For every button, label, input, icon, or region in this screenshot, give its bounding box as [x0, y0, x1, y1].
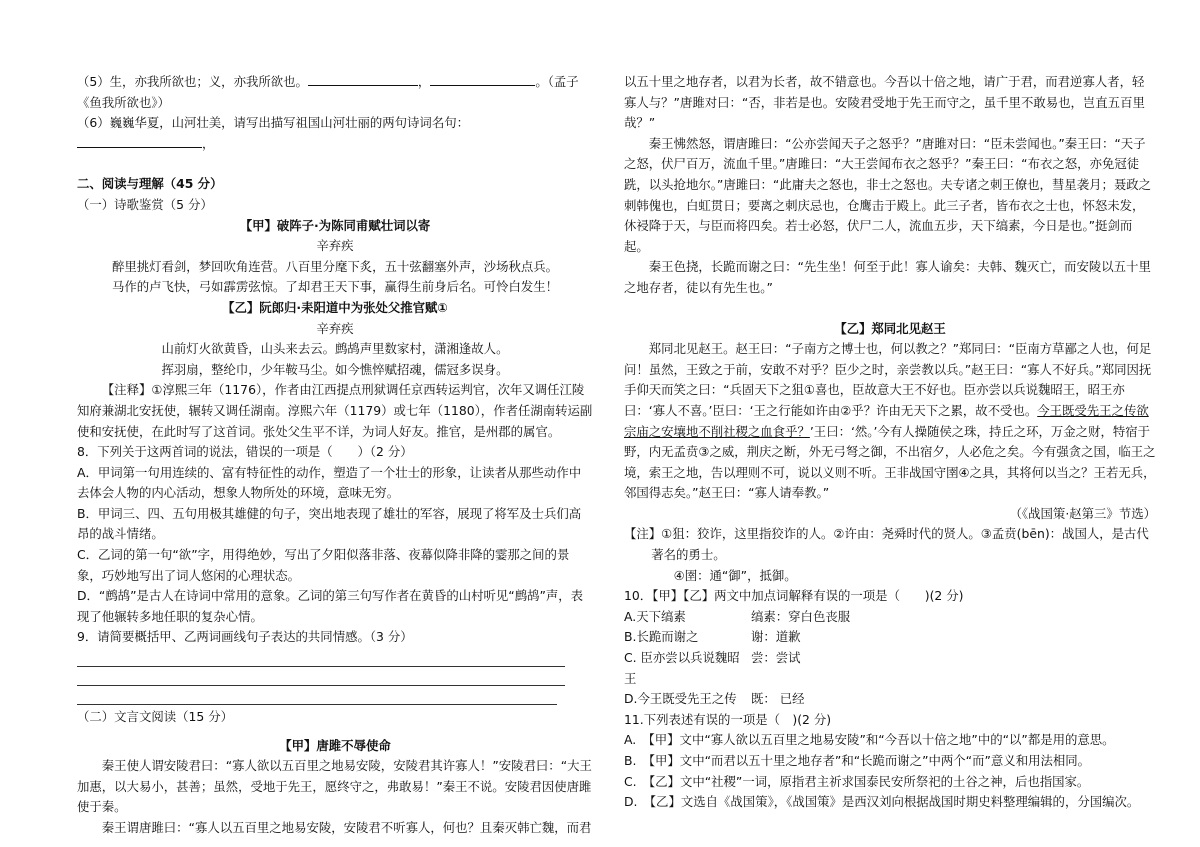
- q10-option-b[interactable]: [624, 627, 1156, 648]
- poem-b-line-2: 挥羽扇，整纶巾，少年鞍马尘。如今憔悴赋招魂，儒冠多误身。: [161, 361, 509, 377]
- text-b-part-1: 郑同北见赵王。赵王曰：“子南方之博士也，何以教之？”郑同曰：“臣南方草鄙之人也，何足问！虽然，王致之于前，安敢不对乎？臣少之时，亲尝教以兵。”赵王曰：“寡人不好兵。”郑同因抚手仰天而笑之曰：“兵固天下之狙①喜也，臣故意大王不好也。臣亦尝以兵说魏昭王，昭王亦曰：‘寡人不喜。’臣曰：‘王之行能如许由②乎？许由无天下之累，故不受也。: [624, 341, 1152, 418]
- text-a-para-4: 秦王色挠，长跪而谢之曰：“先生坐！何至于此！寡人谕矣：夫韩、魏灭亡，而安陵以五十里之地存者，徒以有先生也。”: [624, 259, 1151, 295]
- question-11: 11.下列表述有误的一项是（ )(2 分): [624, 711, 832, 727]
- text-b-underlined-sentence: 今王既受先王之传欲宗庙之安壤地不削社稷之血食乎？: [624, 402, 1149, 439]
- text-a-para-2: 秦王谓唐雎曰：“寡人以五百里之地易安陵，安陵君不听寡人，何也？且秦灭韩亡魏，而君: [101, 820, 592, 835]
- text-a-para-2-cont: 以五十里之地存者，以君为长者，故不错意也。今吾以十倍之地，请广于君，而君逆寡人者，轻寡人与？”唐雎对曰：“否，非若是也。安陵君受地于先王而守之，虽千里不敢易也，岂直五百里哉？”: [624, 74, 1145, 131]
- question-5: [77, 72, 593, 113]
- q5-source: 。（孟子《鱼我所欲也》）: [77, 74, 579, 110]
- q8-option-a[interactable]: A．甲词第一句用连续的、富有特征性的动作，塑造了一个壮士的形象，让读者从那些动作中去体会人物的内心活动，想象人物所处的环境，意味无穷。: [77, 464, 582, 501]
- q6-text: （6）巍巍华夏，山河壮美，请写出描写祖国山河壮丽的两句诗词名句：: [77, 115, 469, 131]
- question-6: [77, 113, 593, 154]
- poem-a-author: 辛弃疾: [316, 238, 354, 254]
- section-2-heading: 二、阅读与理解（45 分）: [77, 176, 223, 192]
- poem-b-title: 【乙】阮郎归·耒阳道中为张处父推官赋①: [222, 299, 448, 315]
- q10-option-c[interactable]: [624, 648, 1156, 689]
- text-a-para-1: 秦王使人谓安陵君曰：“寡人欲以五百里之地易安陵，安陵君其许寡人！”安陵君曰：“大王加惠，以大易小，甚善；虽然，受地于先王，愿终守之，弗敢易！”秦王不说。安陵君因使唐雎使于秦。: [77, 758, 592, 815]
- poem-note: 【注释】①淳熙三年（1176），作者由江西提点刑狱调任京西转运判官，次年又调任江陵知府兼湖北安抚使，辗转又调任湖南。淳熙六年（1179）或七年（1180），作者任湖南转运副使和安抚使，在此时写了这首词。张处父生平不详，为词人好友。推官，是州郡的属官。: [77, 382, 593, 439]
- q10-b-phrase: B.长跪而谢之: [624, 629, 699, 645]
- q8-option-b[interactable]: B．甲词三、四、五句用极其雄健的句子，突出地表现了雄壮的军容，展现了将军及士兵们高昂的战斗情绪。: [77, 505, 582, 542]
- text-b-source: （《战国策·赵第三》节选）: [1009, 505, 1156, 521]
- text-a-title: 【甲】唐雎不辱使命: [279, 737, 391, 753]
- question-8: 8．下列关于这两首词的说法，错误的一项是（ ）（2 分）: [77, 444, 413, 460]
- q8-option-c[interactable]: C．乙词的第一句“欲”字，用得绝妙，写出了夕阳似落非落、夜幕似降非降的霎那之间的景象，巧妙地写出了词人悠闲的心理状态。: [77, 547, 570, 583]
- q11-option-a[interactable]: A. 【甲】文中“寡人欲以五百里之地易安陵”和“今吾以十倍之地”中的“以”都是用的意思。: [624, 732, 1115, 748]
- poem-b-line-1: 山前灯火欲黄昏，山头来去云。鹧鸪声里数家村，潇湘逢故人。: [161, 341, 509, 357]
- poem-b-author: 辛弃疾: [316, 320, 354, 336]
- q11-option-b[interactable]: B. 【甲】文中“而君以五十里之地存者”和“长跪而谢之”中两个“而”意义和用法相同。: [624, 753, 1091, 768]
- q5-text: （5）生，亦我所欲也；义，亦我所欲也。: [77, 74, 308, 89]
- q10-c-meaning: 尝：尝试: [751, 650, 801, 666]
- q5-blank-2[interactable]: [430, 72, 535, 86]
- poem-a-line-1: 醉里挑灯看剑，梦回吹角连营。八百里分麾下炙，五十弦翻塞外声，沙场秋点兵。: [111, 258, 559, 274]
- q11-option-c[interactable]: C. 【乙】文中“社稷”一词，原指君主祈求国泰民安所祭祀的土谷之神，后也指国家。: [624, 773, 1090, 789]
- poem-a-title: 【甲】破阵子·为陈同甫赋壮词以寄: [239, 217, 431, 233]
- text-b-title: 【乙】郑同北见赵王: [834, 320, 946, 336]
- subsection-classical: （二）文言文阅读（15 分）: [77, 709, 234, 725]
- poem-a-line-2: 马作的卢飞快，弓如霹雳弦惊。了却君王天下事，赢得生前身后名。可怜白发生！: [111, 279, 559, 295]
- q10-b-meaning: 谢：道歉: [751, 629, 801, 645]
- q9-answer-line-3[interactable]: [77, 686, 557, 705]
- q9-answer-line-1[interactable]: [77, 648, 565, 667]
- text-b-para-1: [624, 339, 1156, 504]
- q10-d-meaning: 既： 已经: [751, 691, 805, 707]
- text-b-part-2: ’王曰：‘然。’今有人操随侯之珠，持丘之环，万金之财，特宿于野，内无孟贲③之威，荆庆之断，外无弓弩之御，不出宿夕，人必危之矣。今有强贪之国，临王之境，索王之地，告以理则不可，说以义则不听。王非战国守圉④之具，其将何以当之？王若无兵，邻国得志矣。”赵王曰：“寡人请奉教。”: [624, 423, 1156, 501]
- q10-c-phrase: C. 臣亦尝以兵说魏昭王: [624, 650, 740, 686]
- left-column: [77, 72, 593, 839]
- q10-option-d[interactable]: [624, 689, 1156, 710]
- text-b-note: 【注】①狙：狡诈，这里指狡诈的人。②许由：尧舜时代的贤人。③孟贲(bēn)：战国人，是古代著名的勇士。: [624, 526, 1149, 563]
- q6-sep: ，: [202, 135, 215, 151]
- question-9: 9．请简要概括甲、乙两词画线句子表达的共同情感。（3 分）: [77, 629, 413, 645]
- text-a-para-3: 秦王怫然怒，谓唐雎曰：“公亦尝闻天子之怒乎？”唐雎对曰：“臣未尝闻也。”秦王曰：“天子之怒，伏尸百万，流血千里。”唐雎曰：“大王尝闻布衣之怒乎？”秦王曰：“布衣之怒，亦免冠徒跣，以头抢地尔。”唐雎曰：“此庸夫之怒也，非士之怒也。夫专诸之刺王僚也，彗星袭月；聂政之刺韩傀也，白虹贯日；要离之刺庆忌也，仓鹰击于殿上。此三子者，皆布衣之士也，怀怒未发，休祲降于天，与臣而将四矣。若士必怒，伏尸二人，流血五步，天下缟素，今日是也。”挺剑而起。: [624, 135, 1152, 254]
- q11-option-d[interactable]: D. 【乙】文选自《战国策》，《战国策》是西汉刘向根据战国时期史料整理编辑的，分国编次。: [624, 794, 1140, 810]
- question-10: 10．【甲】【乙】两文中加点词解释有误的一项是（ )(2 分): [624, 588, 964, 604]
- q10-option-a[interactable]: [624, 607, 1156, 628]
- q6-blank-1[interactable]: [77, 134, 202, 148]
- q10-d-phrase: D.今王既受先王之传: [624, 691, 737, 707]
- q10-a-phrase: A.天下缟素: [624, 608, 686, 624]
- q5-sep: ，: [417, 74, 431, 89]
- right-column: [624, 72, 1156, 813]
- q8-option-d[interactable]: D．“鹧鸪”是古人在诗词中常用的意象。乙词的第三句写作者在黄昏的山村听见“鹧鸪”声，表现了他辗转多地任职的复杂心情。: [77, 588, 584, 624]
- q9-answer-line-2[interactable]: [77, 667, 565, 686]
- subsection-poetry: （一）诗歌鉴赏（5 分）: [77, 196, 213, 212]
- q5-blank-1[interactable]: [308, 72, 418, 86]
- q10-a-meaning: 缟素：穿白色丧服: [751, 608, 851, 624]
- text-b-note-2: ④圉：通“御”，抵御。: [673, 567, 797, 583]
